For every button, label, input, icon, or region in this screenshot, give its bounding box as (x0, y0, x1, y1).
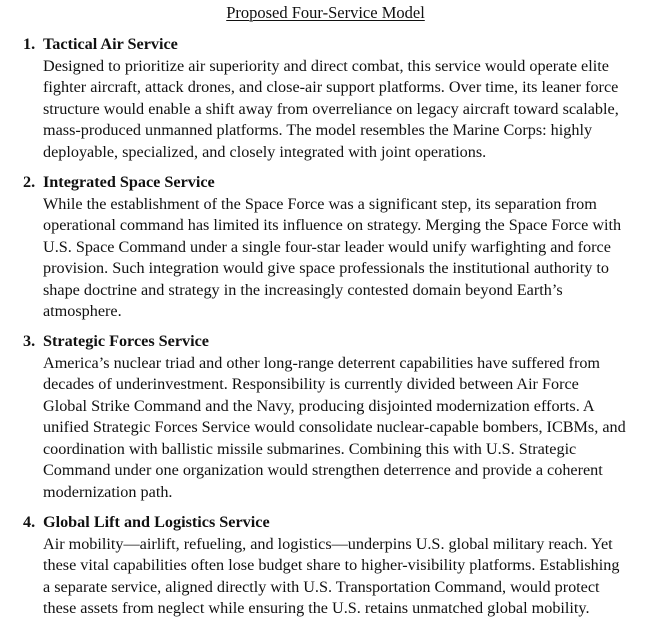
item-heading (22, 172, 642, 194)
document-title-text: Proposed Four-Service Model (226, 3, 425, 22)
body-line: mass-produced unmanned platforms. The model resembles the Marine Corps: highly (43, 121, 593, 140)
body-line: While the establishment of the Space Force was a significant step, its separation from (43, 194, 597, 213)
list-item-integrated-space-service (22, 172, 642, 323)
list-item-global-lift-logistics-service (22, 512, 642, 620)
item-heading (22, 331, 642, 353)
body-line: structure would enable a shift away from overreliance on legacy aircraft toward scalable, (43, 99, 619, 118)
item-body (43, 194, 642, 324)
item-heading (22, 512, 642, 534)
body-line: shape doctrine and strategy in the increasingly contested domain beyond Earth’s (43, 280, 563, 299)
body-line: these assets from neglect while ensuring the U.S. retains unmatched global mobility. (43, 599, 590, 618)
document-title (0, 3, 651, 23)
body-line: America’s nuclear triad and other long-range deterrent capabilities have suffered from (43, 353, 601, 372)
body-line: unified Strategic Forces Service would consolidate nuclear-capable bombers, ICBMs, and (43, 418, 626, 437)
item-body (43, 534, 642, 620)
list-item-strategic-forces-service (22, 331, 642, 504)
item-body (43, 353, 642, 504)
body-line: modernization path. (43, 483, 173, 502)
body-line: fighter aircraft, attack drones, and close-air support platforms. Over time, its leaner force (43, 78, 619, 97)
body-line: deployable, specialized, and closely integrated with joint operations. (43, 142, 487, 161)
body-line: Command under one organization would strengthen deterrence and provide a coherent (43, 461, 603, 480)
body-line: atmosphere. (43, 302, 122, 321)
item-heading-text: Integrated Space Service (43, 173, 215, 191)
body-line: U.S. Space Command under a single four-star leader would unify warfighting and force (43, 237, 611, 256)
body-line: Designed to prioritize air superiority and direct combat, this service would operate elite (43, 56, 609, 75)
body-line: Global Strike Command and the Navy, producing disjointed modernization efforts. A (43, 396, 595, 415)
item-number: 2. (23, 173, 36, 191)
body-line: operational command has limited its influence on strategy. Merging the Space Force with (43, 216, 622, 235)
list-item-tactical-air-service (22, 34, 642, 163)
item-heading (22, 34, 642, 56)
item-number: 1. (23, 35, 36, 53)
item-body (43, 56, 642, 164)
item-heading-text: Tactical Air Service (43, 35, 178, 53)
body-line: coordination with ballistic missile submarines. Combining this with U.S. Strategic (43, 439, 577, 458)
item-number: 4. (23, 513, 36, 531)
item-heading-text: Strategic Forces Service (43, 332, 209, 350)
body-line: provision. Such integration would give space professionals the institutional authority to (43, 259, 610, 278)
body-line: a separate service, aligned directly with U.S. Transportation Command, would protect (43, 577, 600, 596)
item-heading-text: Global Lift and Logistics Service (43, 513, 270, 531)
item-number: 3. (23, 332, 36, 350)
body-line: these vital capabilities often lose budget share to higher-visibility platforms. Establishing (43, 556, 620, 575)
body-line: decades of underinvestment. Responsibility is currently divided between Air Force (43, 375, 579, 394)
body-line: Air mobility—airlift, refueling, and logistics—underpins U.S. global military reach. Yet (43, 534, 613, 553)
